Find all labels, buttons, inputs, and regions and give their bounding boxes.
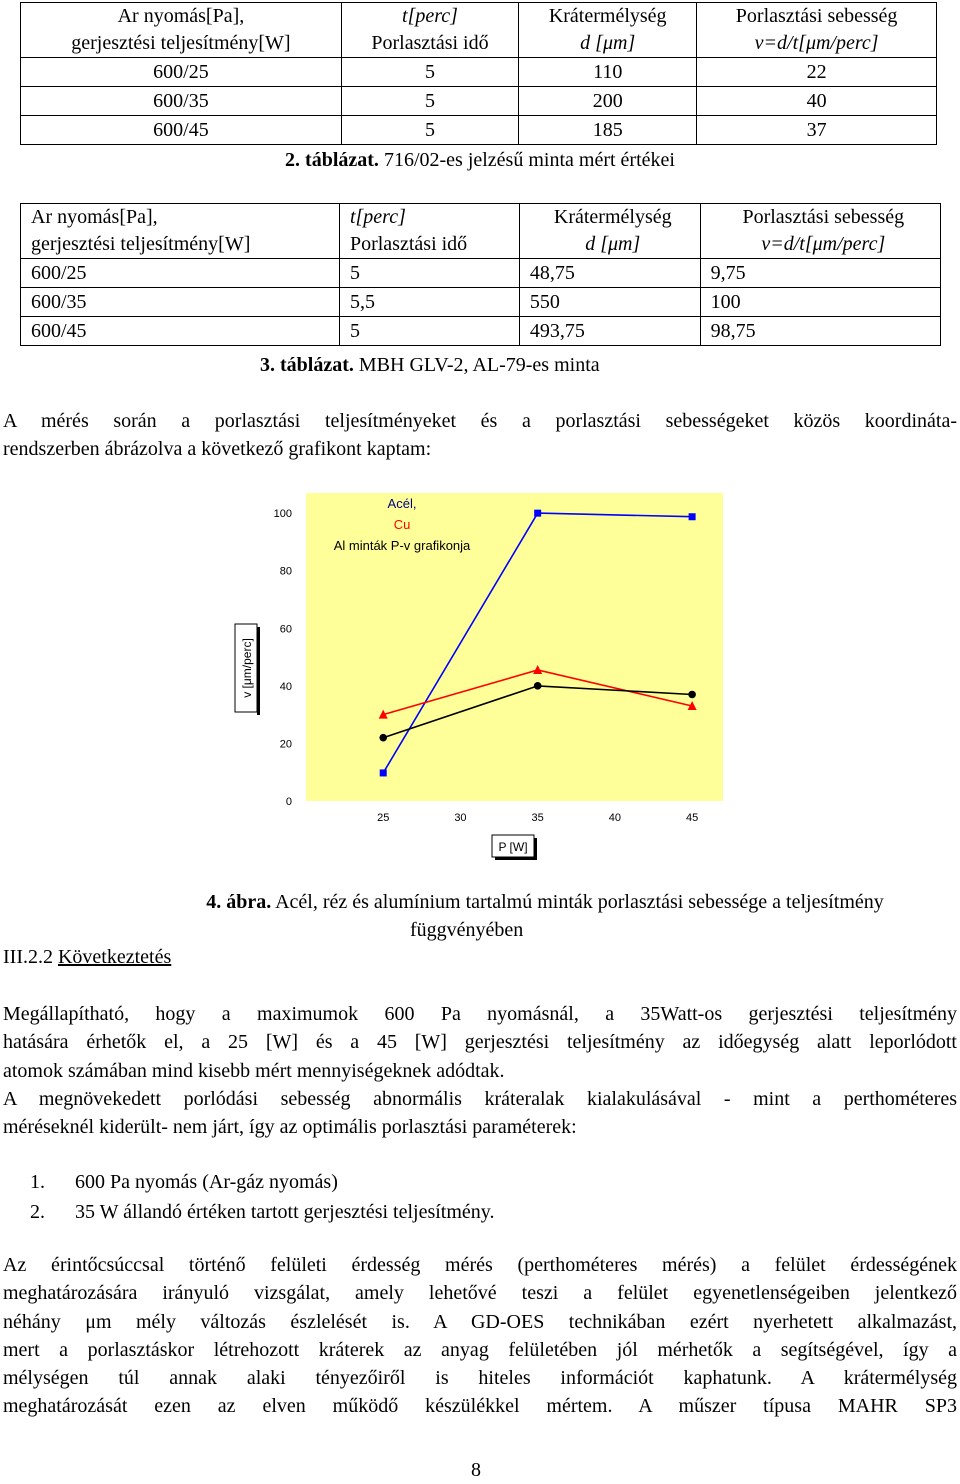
table-716-02 bbox=[20, 2, 937, 145]
y-tick-label: 60 bbox=[279, 623, 292, 636]
x-tick-label: 25 bbox=[377, 812, 390, 824]
header-cell: Porlasztási sebesség v=d/t[μm/perc] bbox=[700, 204, 940, 259]
chart-title-line: Al minták P-v grafikonja bbox=[333, 538, 471, 553]
table-cell: 600/35 bbox=[21, 87, 342, 116]
table-cell: 600/25 bbox=[21, 58, 342, 87]
y-axis-label-shadow bbox=[257, 627, 260, 715]
paragraph-line: mert a porlasztáskor létrehozott kráterek az anyag felületében jól mérhetők a segítségével, így a bbox=[3, 1338, 957, 1361]
paragraph-line: meghatározására irányuló vizsgálat, amely lehetővé teszi a felület egyenetlenségeiben jelentkező bbox=[3, 1282, 957, 1305]
header-cell: Ar nyomás[Pa], gerjesztési teljesítmény[W] bbox=[21, 204, 340, 259]
table-cell: 5 bbox=[339, 259, 519, 288]
table-cell: 40 bbox=[697, 87, 937, 116]
table-cell: 600/25 bbox=[21, 259, 340, 288]
figure-caption-label: 4. ábra. bbox=[206, 891, 272, 913]
header-cell: Ar nyomás[Pa], gerjesztési teljesítmény[W] bbox=[21, 3, 342, 58]
y-tick-label: 0 bbox=[285, 796, 292, 808]
list-item bbox=[30, 1197, 495, 1227]
table2-caption-label: 3. táblázat. bbox=[260, 354, 354, 376]
table-cell: 185 bbox=[519, 116, 697, 145]
table1-caption-text: 716/02-es jelzésű minta mért értékei bbox=[378, 149, 675, 171]
header-cell: t[perc] Porlasztási idő bbox=[339, 204, 519, 259]
table-cell: 600/35 bbox=[21, 288, 340, 317]
table-mbh-glv-2 bbox=[20, 203, 941, 346]
table-cell: 550 bbox=[519, 288, 700, 317]
table-cell: 110 bbox=[519, 58, 697, 87]
header-cell: Krátermélység d [μm] bbox=[519, 204, 700, 259]
table-cell: 5,5 bbox=[339, 288, 519, 317]
chart-svg bbox=[220, 480, 740, 870]
table2-caption-text: MBH GLV-2, AL-79-es minta bbox=[353, 354, 600, 376]
figure-caption-line2: függvényében bbox=[410, 919, 524, 941]
y-tick-label: 40 bbox=[279, 680, 292, 693]
data-point bbox=[688, 691, 696, 699]
pv-chart bbox=[220, 480, 740, 870]
paragraph-line: A mérés során a porlasztási teljesítményeket és a porlasztási sebességeket közös koordináta- bbox=[3, 410, 957, 432]
data-point bbox=[534, 510, 541, 517]
paragraph-line: rendszerben ábrázolva a következő grafikont kaptam: bbox=[3, 438, 432, 461]
table-header-row bbox=[21, 204, 941, 259]
table-row bbox=[21, 116, 937, 145]
figure-caption-text: Acél, réz és alumínium tartalmú minták porlasztási sebessége a teljesítmény bbox=[271, 891, 884, 913]
x-tick-label: 45 bbox=[685, 812, 699, 824]
data-point bbox=[689, 513, 696, 520]
x-tick-label: 40 bbox=[608, 812, 622, 824]
parameter-list bbox=[30, 1167, 495, 1227]
table-cell: 5 bbox=[341, 58, 518, 87]
paragraph-line: méréseknél kiderült- nem járt, így az optimális porlasztási paraméterek: bbox=[3, 1116, 577, 1139]
x-tick-label: 30 bbox=[454, 812, 467, 824]
paragraph-line: néhány μm mély változás észlelését is. A GD-OES technikában ezért nyerhetett alkalmazást, bbox=[3, 1310, 957, 1333]
table-row bbox=[21, 288, 941, 317]
table-header-row bbox=[21, 3, 937, 58]
table-cell: 5 bbox=[341, 87, 518, 116]
table-cell: 98,75 bbox=[700, 317, 940, 346]
x-axis-label-shadow bbox=[534, 838, 537, 860]
chart-title-line: Acél, bbox=[387, 496, 417, 511]
section-number: III.2.2 bbox=[3, 946, 53, 968]
header-cell: Krátermélység d [μm] bbox=[519, 3, 697, 58]
list-item bbox=[30, 1167, 495, 1197]
chart-title-line: Cu bbox=[393, 517, 411, 532]
figure-caption-line1 bbox=[120, 888, 960, 916]
y-tick-label: 20 bbox=[279, 738, 292, 751]
paragraph-line: meghatározását ezen az elven működő készülékkel mértem. A műszer típusa MAHR SP3 bbox=[3, 1395, 957, 1418]
section-heading bbox=[3, 943, 171, 971]
y-tick-label: 80 bbox=[279, 565, 292, 578]
conclusion-paragraph-2 bbox=[3, 1085, 957, 1142]
conclusion-paragraph-1 bbox=[3, 1000, 957, 1085]
table-cell: 37 bbox=[697, 116, 937, 145]
data-point bbox=[534, 682, 542, 690]
perthometer-paragraph bbox=[3, 1251, 957, 1421]
list-item-number: 2. bbox=[30, 1201, 45, 1223]
paragraph-line: Az érintőcsúccsal történő felületi érdesség mérés (perthométeres mérés) a felület érdességének bbox=[3, 1254, 957, 1276]
table-cell: 600/45 bbox=[21, 116, 342, 145]
x-axis-label: P [W] bbox=[498, 840, 528, 854]
table-cell: 493,75 bbox=[519, 317, 700, 346]
list-item-number: 1. bbox=[30, 1171, 45, 1193]
section-title: Következtetés bbox=[57, 946, 172, 968]
paragraph-line: atomok számában mind kisebb mért mennyiségeknek adódtak. bbox=[3, 1059, 505, 1082]
paragraph-line: mélységen túl annak alaki tényezőiről is hiteles információt kaphatunk. A krátermélység bbox=[3, 1367, 957, 1390]
table-cell: 9,75 bbox=[700, 259, 940, 288]
table-cell: 5 bbox=[339, 317, 519, 346]
table-cell: 48,75 bbox=[519, 259, 700, 288]
data-point bbox=[380, 769, 387, 776]
table1-caption-label: 2. táblázat. bbox=[285, 149, 379, 171]
table-cell: 600/45 bbox=[21, 317, 340, 346]
data-point bbox=[379, 734, 387, 742]
table-cell: 22 bbox=[697, 58, 937, 87]
table2-caption bbox=[260, 351, 600, 379]
y-axis-label: v [μm/perc] bbox=[240, 638, 254, 698]
table-row bbox=[21, 259, 941, 288]
table-cell: 100 bbox=[700, 288, 940, 317]
x-tick-label: 35 bbox=[531, 812, 544, 824]
header-cell: t[perc] Porlasztási idő bbox=[341, 3, 518, 58]
table-row bbox=[21, 58, 937, 87]
intro-paragraph bbox=[3, 407, 957, 464]
x-axis-label-shadow bbox=[495, 857, 537, 860]
y-tick-label: 100 bbox=[273, 508, 292, 521]
table-row bbox=[21, 317, 941, 346]
table-cell: 200 bbox=[519, 87, 697, 116]
list-item-text: 600 Pa nyomás (Ar-gáz nyomás) bbox=[75, 1171, 338, 1193]
page-number: 8 bbox=[471, 1459, 481, 1481]
table-cell: 5 bbox=[341, 116, 518, 145]
paragraph-line: A megnövekedett porlódási sebesség abnormális kráteralak kialakulásával - mint a perthométeres bbox=[3, 1088, 957, 1110]
paragraph-line: hatására érhetők el, a 25 [W] és a 45 [W] gerjesztési teljesítmény az időegység alatt leporlódott bbox=[3, 1031, 957, 1054]
paragraph-line: Megállapítható, hogy a maximumok 600 Pa nyomásnál, a 35Watt-os gerjesztési teljesítmény bbox=[3, 1003, 957, 1025]
table1-caption bbox=[0, 146, 960, 174]
table-row bbox=[21, 87, 937, 116]
list-item-text: 35 W állandó értéken tartott gerjesztési teljesítmény. bbox=[75, 1201, 495, 1223]
header-cell: Porlasztási sebesség v=d/t[μm/perc] bbox=[697, 3, 937, 58]
